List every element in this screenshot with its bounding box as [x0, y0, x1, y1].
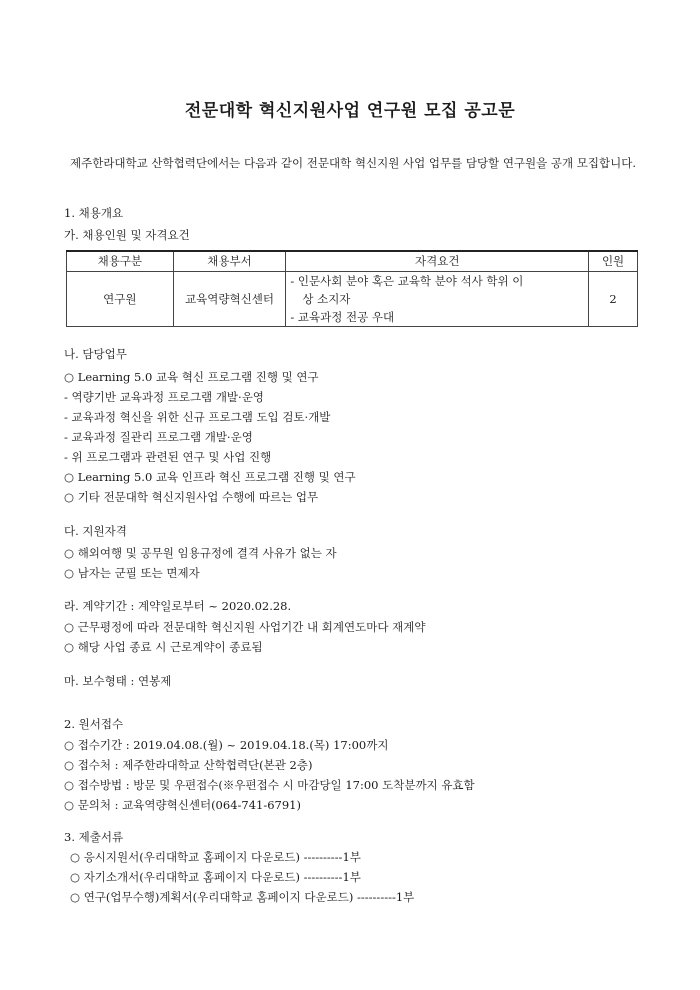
eligibility-item: ○ 해외여행 및 공무원 임용규정에 결격 사유가 없는 자: [64, 546, 337, 560]
table-cell-department: 교육역량혁신센터: [173, 271, 286, 326]
duty-item: ○ Learning 5.0 교육 혁신 프로그램 진행 및 연구: [64, 370, 319, 384]
intro-paragraph: 제주한라대학교 산학협력단에서는 다음과 같이 전문대학 혁신지원 사업 업무를 담당할 연구원을 공개 모집합니다.: [70, 156, 636, 170]
application-item: ○ 접수기간 : 2019.04.08.(월) ~ 2019.04.18.(목) 17:00까지: [64, 738, 389, 752]
table-header-cell: 채용구분: [67, 251, 174, 271]
duty-item: - 교육과정 질관리 프로그램 개발·운영: [64, 430, 253, 444]
duty-item: - 역량기반 교육과정 프로그램 개발·운영: [64, 390, 264, 404]
duty-item: ○ 기타 전문대학 혁신지원사업 수행에 따르는 업무: [64, 490, 319, 504]
duty-item: ○ Learning 5.0 교육 인프라 혁신 프로그램 진행 및 연구: [64, 470, 356, 484]
eligibility-item: ○ 남자는 군필 또는 면제자: [64, 566, 200, 580]
section2-heading: 2. 원서접수: [64, 717, 124, 731]
application-item: ○ 접수처 : 제주한라대학교 산학협력단(본관 2층): [64, 758, 313, 772]
subsection-ra-heading: 라. 계약기간 : 계약일로부터 ~ 2020.02.28.: [64, 599, 292, 613]
document-item: ○ 응시지원서(우리대학교 홈페이지 다운로드) ----------1부: [70, 850, 361, 864]
table-cell-count: 2: [589, 271, 638, 326]
table-cell-qualification: [286, 271, 589, 326]
duty-item: - 교육과정 혁신을 위한 신규 프로그램 도입 검토·개발: [64, 410, 331, 424]
contract-item: ○ 근무평정에 따라 전문대학 혁신지원 사업기간 내 회계연도마다 재계약: [64, 620, 426, 634]
qualification-line: - 인문사회 분야 혹은 교육학 분야 석사 학위 이: [290, 273, 524, 288]
table-row: [67, 271, 638, 326]
contract-item: ○ 해당 사업 종료 시 근로계약이 종료됨: [64, 640, 263, 654]
document-item: ○ 자기소개서(우리대학교 홈페이지 다운로드) ----------1부: [70, 870, 361, 884]
table-header-cell: 채용부서: [173, 251, 286, 271]
duty-item: - 위 프로그램과 관련된 연구 및 사업 진행: [64, 450, 272, 464]
subsection-ma-heading: 마. 보수형태 : 연봉제: [64, 674, 172, 688]
subsection-na-heading: 나. 담당업무: [64, 347, 127, 361]
table-header-cell: 인원: [589, 251, 638, 271]
table-cell-category: 연구원: [67, 271, 174, 326]
subsection-ga-heading: 가. 채용인원 및 자격요건: [64, 228, 190, 242]
page-title: 전문대학 혁신지원사업 연구원 모집 공고문: [184, 101, 516, 121]
document-item: ○ 연구(업무수행)계획서(우리대학교 홈페이지 다운로드) ----------1부: [70, 890, 415, 904]
subsection-da-heading: 다. 지원자격: [64, 524, 127, 538]
qualification-line: 상 소지자: [302, 291, 351, 306]
section1-heading: 1. 채용개요: [64, 206, 124, 220]
application-item: ○ 문의처 : 교육역량혁신센터(064-741-6791): [64, 798, 301, 812]
table-header-row: [67, 251, 638, 271]
qualification-line: - 교육과정 전공 우대: [290, 309, 395, 324]
application-item: ○ 접수방법 : 방문 및 우편접수(※우편접수 시 마감당일 17:00 도착분까지 유효함: [64, 778, 475, 792]
table-header-cell: 자격요건: [286, 251, 589, 271]
section3-heading: 3. 제출서류: [64, 830, 124, 844]
requirements-table: [66, 250, 638, 327]
